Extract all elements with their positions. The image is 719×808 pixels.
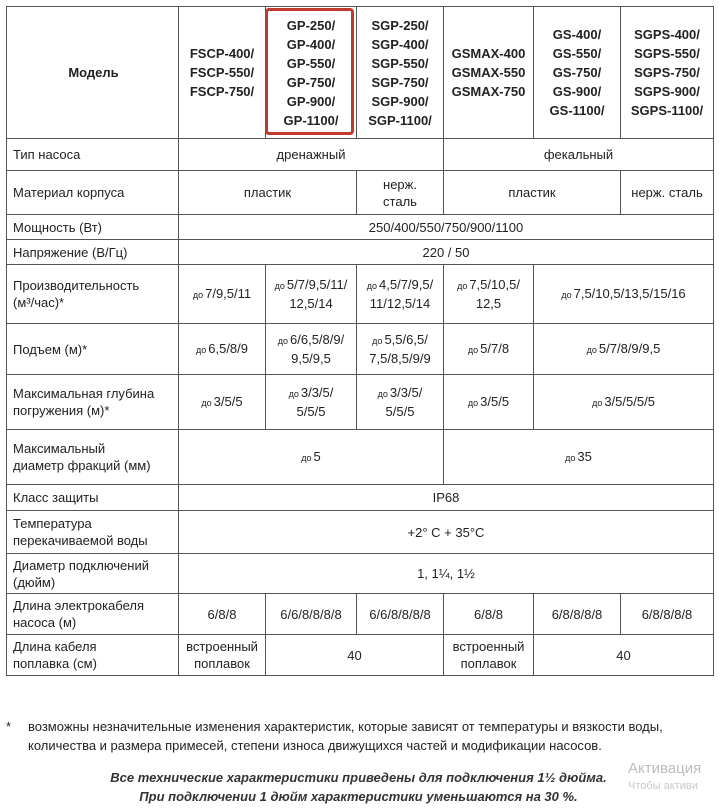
prefix-do: до	[377, 389, 388, 399]
cable-gsmax: 6/8/8	[444, 594, 534, 635]
footer-note	[6, 768, 711, 806]
cable-gp: 6/6/8/8/8/8	[266, 594, 357, 635]
body-steel-drain: нерж. сталь	[357, 171, 444, 215]
prefix-do: до	[274, 281, 285, 291]
cable-label: Длина электрокабеля насоса (м)	[7, 594, 179, 635]
row-lift	[7, 324, 714, 375]
prefix-do: до	[201, 397, 212, 408]
pump-type-label: Тип насоса	[7, 139, 179, 171]
protection-value: IP68	[179, 485, 714, 511]
fraction-label: Максимальный диаметр фракций (мм)	[7, 430, 179, 485]
lift-gp: 6/6,5/8/9/ 9,5/9,5	[290, 332, 345, 366]
spec-table	[6, 6, 714, 676]
float-gsmax: встроенный поплавок	[444, 635, 534, 676]
lift-label: Подъем (м)*	[7, 324, 179, 375]
footer-line-2: При подключении 1 дюйм характеристики уменьшаются на 30 %.	[139, 789, 578, 804]
lift-sgp: 5,5/6,5/ 7,5/8,5/9/9	[369, 332, 431, 366]
model-sgps: SGPS-400/ SGPS-550/ SGPS-750/ SGPS-900/ SGPS-1100/	[621, 7, 714, 139]
float-gs-sgps: 40	[534, 635, 714, 676]
depth-sgp: 3/3/5/ 5/5/5	[385, 385, 423, 419]
row-cable	[7, 594, 714, 635]
row-fraction	[7, 430, 714, 485]
prefix-do: до	[366, 281, 378, 291]
protection-label: Класс защиты	[7, 485, 179, 511]
row-depth	[7, 375, 714, 430]
temperature-value: +2° C + 35°C	[179, 511, 714, 554]
model-gs: GS-400/ GS-550/ GS-750/ GS-900/ GS-1100/	[534, 7, 621, 139]
depth-gp: 3/3/5/ 5/5/5	[296, 385, 334, 419]
model-sgp: SGP-250/ SGP-400/ SGP-550/ SGP-750/ SGP-900/ SGP-1100/	[357, 7, 444, 139]
row-voltage	[7, 240, 714, 265]
connection-value: 1, 1¼, 1½	[179, 554, 714, 594]
footnote-text: возможны незначительные изменения характеристик, которые зависят от температуры и вязкости воды, количества и размера примесей, степени износа движущихся частей и модификации насосов.	[28, 719, 663, 753]
prefix-do: до	[277, 336, 289, 346]
depth-label: Максимальная глубина погружения (м)*	[7, 375, 179, 430]
pump-type-fecal: фекальный	[444, 139, 714, 171]
float-fscp: встроенный поплавок	[179, 635, 266, 676]
model-fscp: FSCP-400/ FSCP-550/ FSCP-750/	[179, 7, 266, 139]
fraction-fecal: 35	[577, 448, 592, 464]
row-body-material	[7, 171, 714, 215]
cable-gs: 6/8/8/8/8	[534, 594, 621, 635]
model-label: Модель	[7, 7, 179, 139]
body-plastic-drain: пластик	[179, 171, 357, 215]
cable-fscp: 6/8/8	[179, 594, 266, 635]
capacity-gsmax: 7,5/10,5/ 12,5	[469, 277, 520, 311]
prefix-do: до	[288, 389, 299, 399]
row-protection	[7, 485, 714, 511]
prefix-do: до	[586, 344, 597, 355]
depth-fscp: 3/5/5	[213, 393, 243, 409]
footer-line-1: Все технические характеристики приведены для подключения 1½ дюйма.	[110, 770, 607, 785]
fraction-drain: 5	[313, 448, 321, 464]
depth-gsmax: 3/5/5	[480, 393, 510, 409]
capacity-gs-sgps: 7,5/10,5/13,5/15/16	[573, 285, 686, 301]
connection-label: Диаметр подключений (дюйм)	[7, 554, 179, 594]
prefix-do: до	[372, 336, 383, 346]
footnote	[6, 717, 711, 755]
lift-fscp: 6,5/8/9	[208, 340, 249, 356]
body-steel-fecal: нерж. сталь	[621, 171, 714, 215]
power-label: Мощность (Вт)	[7, 215, 179, 240]
power-value: 250/400/550/750/900/1100	[179, 215, 714, 240]
header-row	[7, 7, 714, 139]
voltage-label: Напряжение (В/Гц)	[7, 240, 179, 265]
prefix-do: до	[301, 452, 312, 463]
voltage-value: 220 / 50	[179, 240, 714, 265]
body-label: Материал корпуса	[7, 171, 179, 215]
pump-type-drain: дренажный	[179, 139, 444, 171]
model-gp: GP-250/ GP-400/ GP-550/ GP-750/ GP-900/ GP-1100/	[266, 7, 357, 139]
footnote-star: *	[6, 719, 12, 734]
temperature-label: Температура перекачиваемой воды	[7, 511, 179, 554]
capacity-gp: 5/7/9,5/11/ 12,5/14	[286, 277, 348, 311]
prefix-do: до	[195, 344, 207, 355]
capacity-sgp: 4,5/7/9,5/ 11/12,5/14	[369, 277, 434, 311]
row-float	[7, 635, 714, 676]
float-gp-sgp: 40	[266, 635, 444, 676]
depth-gs-sgps: 3/5/5/5/5	[604, 393, 655, 409]
row-temperature	[7, 511, 714, 554]
prefix-do: до	[467, 397, 479, 408]
lift-gs-sgps: 5/7/8/9/9,5	[598, 340, 661, 356]
prefix-do: до	[192, 289, 204, 300]
capacity-label: Производительность (м³/час)*	[7, 265, 179, 324]
prefix-do: до	[467, 344, 479, 355]
row-power	[7, 215, 714, 240]
float-label: Длина кабеля поплавка (см)	[7, 635, 179, 676]
row-pump-type	[7, 139, 714, 171]
row-capacity	[7, 265, 714, 324]
row-connection	[7, 554, 714, 594]
prefix-do: до	[592, 397, 603, 408]
prefix-do: до	[565, 452, 576, 463]
cable-sgp: 6/6/8/8/8/8	[357, 594, 444, 635]
activation-watermark-sub: Чтобы активи	[628, 780, 698, 792]
activation-watermark: Активация	[628, 760, 702, 777]
body-plastic-fecal: пластик	[444, 171, 621, 215]
model-gsmax: GSMAX-400 GSMAX-550 GSMAX-750	[444, 7, 534, 139]
capacity-fscp: 7/9,5/11	[205, 285, 252, 301]
cable-sgps: 6/8/8/8/8	[621, 594, 714, 635]
lift-gsmax: 5/7/8	[480, 340, 510, 356]
prefix-do: до	[561, 289, 572, 300]
prefix-do: до	[457, 281, 468, 291]
